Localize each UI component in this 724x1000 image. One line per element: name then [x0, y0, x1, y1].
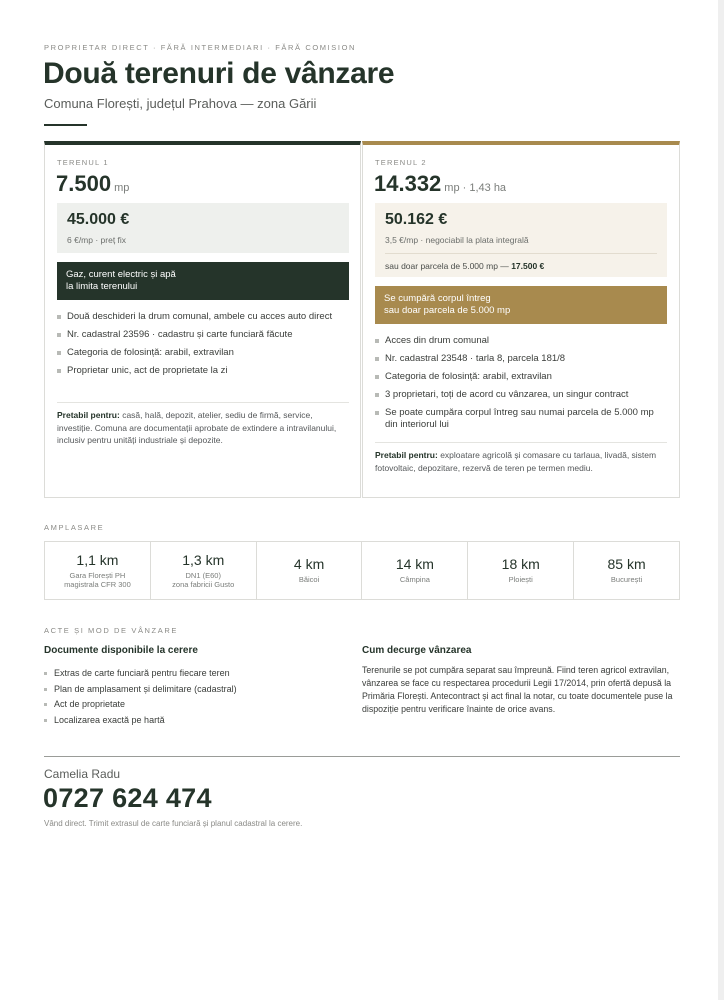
location-distance: 14 km [395, 556, 434, 573]
lot-1-features [57, 311, 349, 383]
list-item: Nr. cadastral 23548 · tarla 8, parcela 181/8 [375, 353, 667, 365]
sale-process-text: Terenurile se pot cumpăra separat sau împreună. Fiind teren agricol extravilan, vânzarea se face cu respectarea procedurii Legii 17/2014, prin ofertă depusă la Primăria Florești. Antecontract și act final la notar, cu toate documentele puse la dispoziție pentru verificare înainte de orice avans. [362, 665, 673, 714]
lot-1-utilities-banner [57, 262, 349, 300]
lot-1-price-box [57, 203, 349, 253]
location-item [257, 542, 363, 599]
lot-1-banner-line-1: Gaz, curent electric și apă [66, 269, 176, 280]
page-edge [718, 0, 724, 1000]
list-item: Proprietar unic, act de proprietate la zi [57, 365, 349, 377]
lot-2-price-note: 3,5 €/mp · negociabil la plata integrală [385, 235, 529, 245]
location-name-line: DN1 (E60) [185, 570, 221, 580]
lot-2-banner-line-2: sau doar parcela de 5.000 mp [384, 305, 511, 316]
location-name [172, 571, 234, 590]
lot-1-price-note: 6 €/mp · preț fix [67, 235, 127, 245]
lot-2-area-value: 14.332 [374, 171, 442, 196]
lot-2-price-alt-text: sau doar parcela de 5.000 mp — [385, 261, 509, 271]
list-item: Plan de amplasament și delimitare (cadastral) [44, 684, 344, 695]
lot-1-area-unit: mp [114, 182, 130, 194]
lot-2-area-unit: mp · 1,43 ha [444, 182, 507, 194]
lot-1-suitable-text: casă, hală, depozit, atelier, sediu de firmă, service, investiție. Comuna are documentații aprobate de extindere a intravilanului, inclusiv pentru unități industriale și depozite. [57, 410, 337, 445]
location-name-line: Gara Florești PH [69, 570, 126, 580]
lot-2-suitable-text: exploatare agricolă și comasare cu tarlaua, livadă, sistem fotovoltaic, depozitare, rezervă de teren pe termen mediu. [375, 450, 657, 473]
list-item: Se poate cumpăra corpul întreg sau numai parcela de 5.000 mp din interiorul lui [375, 407, 667, 431]
lot-2-price-box [375, 203, 667, 277]
lot-1-label: TERENUL 1 [57, 158, 109, 167]
contact-name: Camelia Radu [44, 767, 121, 781]
divider [44, 756, 680, 757]
lot-1-area-value: 7.500 [56, 171, 112, 196]
list-item: Două deschideri la drum comunal, ambele cu acces auto direct [57, 311, 349, 323]
location-distance: 4 km [293, 556, 325, 573]
location-kicker: AMPLASARE [44, 523, 105, 532]
list-item: Extras de carte funciară pentru fiecare teren [44, 668, 344, 679]
docs-title: Documente disponibile la cerere [44, 645, 198, 656]
location-name: Ploiești [508, 575, 533, 585]
location-distance: 85 km [607, 556, 646, 573]
lot-1-card [44, 141, 361, 498]
header-kicker: PROPRIETAR DIRECT · FĂRĂ INTERMEDIARI · FĂRĂ COMISION [44, 43, 357, 52]
lot-1-banner-line-2: la limita terenului [66, 281, 138, 292]
divider [57, 402, 349, 403]
location-distance: 1,3 km [182, 551, 225, 568]
list-item: 3 proprietari, toți de acord cu vânzarea, un singur contract [375, 389, 667, 401]
acts-kicker: ACTE ȘI MOD DE VÂNZARE [44, 626, 178, 635]
sale-process-title: Cum decurge vânzarea [362, 645, 472, 656]
location-name: București [610, 575, 643, 585]
location-item [574, 542, 679, 599]
lot-2-purchase-banner [375, 286, 667, 324]
lot-2-features [375, 335, 667, 437]
lot-1-suitable-label: Pretabil pentru: [57, 410, 120, 420]
location-name [64, 571, 131, 590]
lot-1-suitable [57, 409, 349, 447]
location-item [468, 542, 574, 599]
contact-note: Vând direct. Trimit extrasul de carte funciară și planul cadastral la cerere. [44, 819, 303, 828]
list-item: Categoria de folosință: arabil, extravilan [57, 347, 349, 359]
location-name-line: zona fabricii Gusto [172, 580, 235, 589]
page-title: Două terenuri de vânzare [43, 57, 395, 90]
lot-2-area [374, 171, 506, 197]
location-distance: 18 km [501, 556, 540, 573]
list-item: Nr. cadastral 23596 · cadastru și carte funciară făcute [57, 329, 349, 341]
lot-2-label: TERENUL 2 [375, 158, 427, 167]
location-name: Câmpina [399, 575, 430, 585]
docs-list [44, 668, 344, 731]
list-item: Act de proprietate [44, 699, 344, 710]
divider [385, 253, 657, 254]
location-distance: 1,1 km [76, 551, 119, 568]
location-item [362, 542, 468, 599]
lot-2-suitable [375, 449, 667, 474]
lot-2-suitable-label: Pretabil pentru: [375, 450, 438, 460]
location-item [151, 542, 257, 599]
location-name: Băicoi [298, 575, 320, 585]
lot-2-card [362, 141, 680, 498]
list-item: Acces din drum comunal [375, 335, 667, 347]
lot-1-price: 45.000 € [67, 211, 130, 228]
lot-1-area [56, 171, 129, 197]
list-item: Categoria de folosință: arabil, extravilan [375, 371, 667, 383]
title-underline [44, 124, 87, 126]
contact-phone: 0727 624 474 [43, 783, 212, 813]
location-name-line: magistrala CFR 300 [64, 580, 131, 589]
location-distances [44, 541, 680, 600]
lot-2-price-alt [385, 261, 657, 271]
list-item: Localizarea exactă pe hartă [44, 715, 344, 726]
lot-2-price: 50.162 € [385, 211, 448, 228]
page-subtitle: Comuna Florești, județul Prahova — zona Gării [44, 96, 317, 111]
divider [375, 442, 667, 443]
lot-2-banner-line-1: Se cumpără corpul întreg [384, 293, 491, 304]
location-item [45, 542, 151, 599]
lot-2-price-alt-value: 17.500 € [511, 261, 545, 271]
